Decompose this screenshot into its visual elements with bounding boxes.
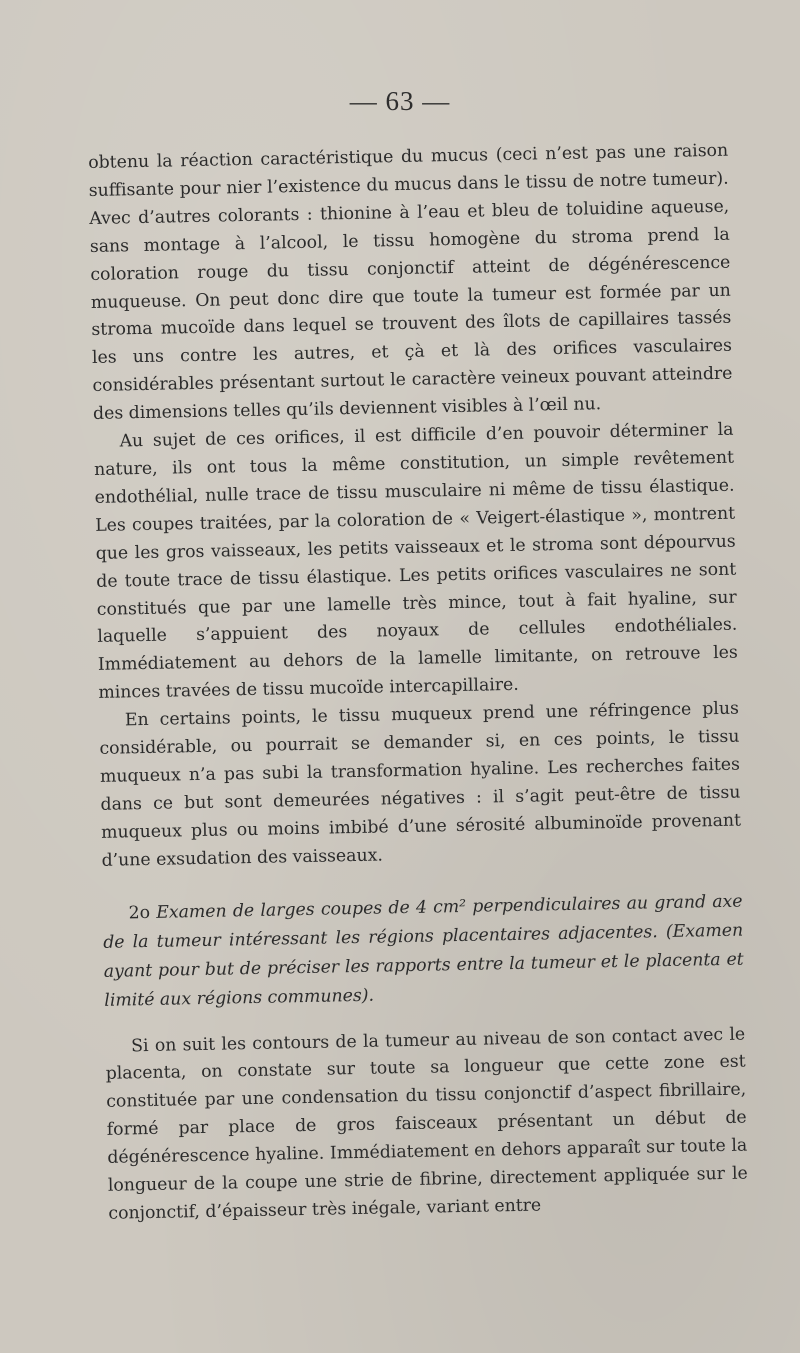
paragraph-refringence: En certains points, le tissu muqueux prend une réfringence plus considérable, ou pourrait se demander si, en ces points, le tissu muqueux n’a pas subi la transformation hyaline. Les recherches faites dans ce but sont demeurées négatives : il s’agit peut-être de tissu muqueux plus ou moins imbibé d’une sérosité albuminoïde provenant d’une exsudation des vaisseaux. bbox=[99, 698, 742, 871]
paragraph-vascular-orifices: Au sujet de ces orifices, il est difficile d’en pouvoir déterminer la nature, ils ont tous la même constitution, un simple revêtement endothélial, nulle trace de tissu musculaire ni même de tissu élastique. Les coupes traitées, par la coloration de « Veigert-élastique », montrent que les gros vaisseaux, les petits vaisseaux et le stroma sont dépourvus de toute trace de tissu élastique. Les petits orifices vasculaires ne sont constitués que par une lamelle très mince, tout à fait hyaline, sur laquelle s’appuient des noyaux de cellules endothéliales. Immédiatement au dehors de la lamelle limitante, on retrouve les minces travées de tissu mucoïde intercapillaire. bbox=[93, 419, 738, 704]
page-number: — 63 — bbox=[349, 86, 451, 116]
section-number: 2o bbox=[128, 902, 151, 923]
body-text bbox=[88, 138, 749, 1229]
section-heading bbox=[102, 887, 744, 1015]
section-heading-text: Examen de larges coupes de 4 cm² perpendiculaires au grand axe de la tumeur intéressant les régions placentaires adjacentes. (Examen ayant pour but de préciser les rapports entre la tumeur et le placenta et limité aux régions communes). bbox=[103, 891, 744, 1011]
paragraph-mucus-reaction: obtenu la réaction caractéristique du mucus (ceci n’est pas une raison suffisante pour nier l’existence du mucus dans le tissu de notre tumeur). Avec d’autres colorants : thionine à l’eau et bleu de toluidine aqueuse, sans montage à l’alcool, le tissu homogène du stroma prend la coloration rouge du tissu conjonctif atteint de dégénérescence muqueuse. On peut donc dire que toute la tumeur est formée par un stroma mucoïde dans lequel se trouvent des îlots de capillaires tassés les uns contre les autres, et çà et là des orifices vasculaires considérables présentant surtout le caractère veineux pouvant atteindre des dimensions telles qu’ils deviennent visibles à l’œil nu. bbox=[88, 140, 733, 425]
paragraph-tumor-contours: Si on suit les contours de la tumeur au niveau de son contact avec le placenta, on constate sur toute sa longueur que cette zone est constituée par une condensation du tissu conjonctif d’aspect fibrillaire, formé par place de gros faisceaux présentant un début de dégénérescence hyaline. Immédiatement en dehors apparaît sur toute la longueur de la coupe une strie de fibrine, directement appliquée sur le conjonctif, d’épaisseur très inégale, variant entre bbox=[105, 1024, 748, 1224]
